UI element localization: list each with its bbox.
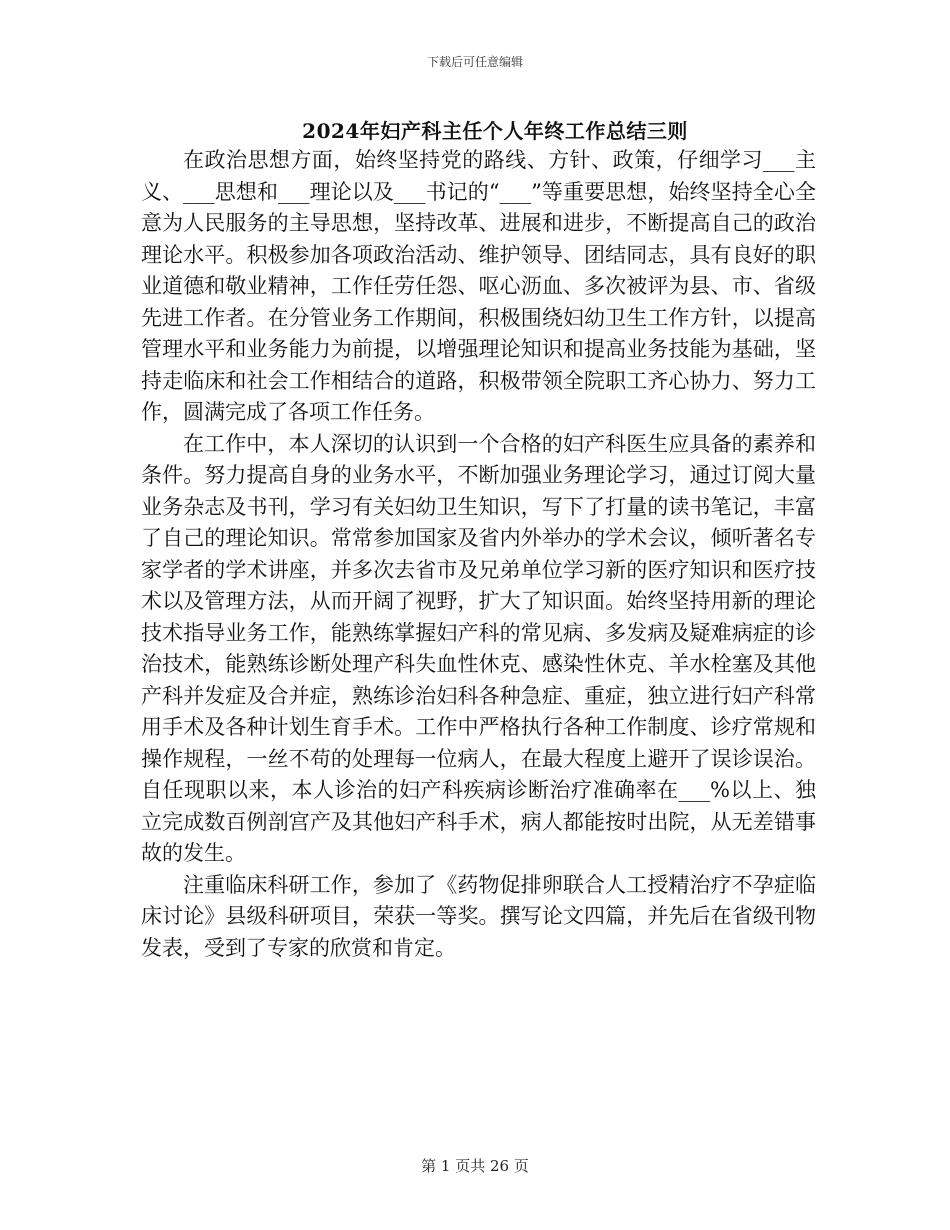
document-body — [141, 145, 816, 964]
paragraph-research: 注重临床科研工作，参加了《药物促排卵联合人工授精治疗不孕症临床讨论》县级科研项目，荣获一等奖。撰写论文四篇，并先后在省级刊物发表，受到了专家的欣赏和肯定。 — [141, 872, 816, 960]
page-number: 第 1 页共 26 页 — [421, 1157, 529, 1175]
paragraph-political-thought: 在政治思想方面，始终坚持党的路线、方针、政策，仔细学习___主义、___思想和___理论以及___书记的“___”等重要思想，始终坚持全心全意为人民服务的主导思想，坚持改革、进展和进步，不断提高自己的政治理论水平。积极参加各项政治活动、维护领导、团结同志，具有良好的职业道德和敬业精神，工作任劳任怨、呕心沥血、多次被评为县、市、省级先进工作者。在分管业务工作期间，积极围绕妇幼卫生工作方针，以提高管理水平和业务能力为前提，以增强理论知识和提高业务技能为基础，坚持走临床和社会工作相结合的道路，积极带领全院职工齐心协力、努力工作，圆满完成了各项工作任务。 — [141, 148, 816, 424]
document-title: 2024年妇产科主任个人年终工作总结三则 — [302, 119, 688, 143]
header-note: 下载后可任意编辑 — [426, 55, 523, 69]
paragraph-work-skills: 在工作中，本人深切的认识到一个合格的妇产科医生应具备的素养和条件。努力提高自身的业务水平，不断加强业务理论学习，通过订阅大量业务杂志及书刊，学习有关妇幼卫生知识，写下了打量的读书笔记，丰富了自己的理论知识。常常参加国家及省内外举办的学术会议，倾听著名专家学者的学术讲座，并多次去省市及兄弟单位学习新的医疗知识和医疗技术以及管理方法，从而开阔了视野，扩大了知识面。始终坚持用新的理论技术指导业务工作，能熟练掌握妇产科的常见病、多发病及疑难病症的诊治技术，能熟练诊断处理产科失血性休克、感染性休克、羊水栓塞及其他产科并发症及合并症，熟练诊治妇科各种急症、重症，独立进行妇产科常用手术及各种计划生育手术。工作中严格执行各种工作制度、诊疗常规和操作规程，一丝不苟的处理每一位病人，在最大程度上避开了误诊误治。自任现职以来，本人诊治的妇产科疾病诊断治疗准确率在___%以上、独立完成数百例剖宫产及其他妇产科手术，病人都能按时出院，从无差错事故的发生。 — [141, 431, 816, 865]
